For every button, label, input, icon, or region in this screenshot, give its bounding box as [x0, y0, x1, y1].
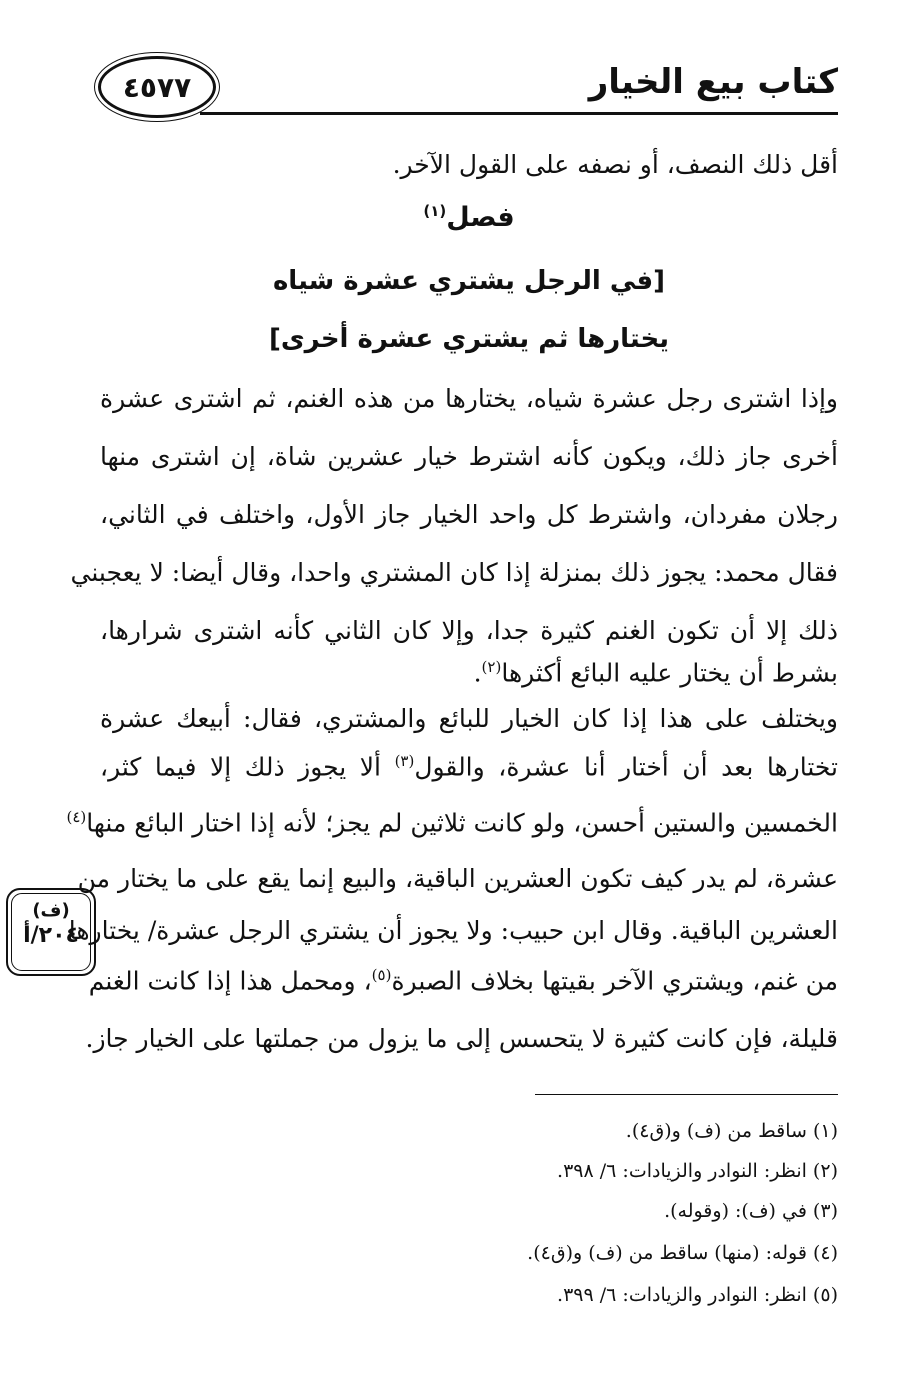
footnote-2: (٢) انظر: النوادر والزيادات: ٦/ ٣٩٨.: [557, 1160, 838, 1182]
footnote-separator: [535, 1094, 838, 1095]
subheading-line-2: يختارها ثم يشتري عشرة أخرى]: [268, 324, 670, 354]
paragraph-1-line-1: وإذا اشترى رجل عشرة شياه، يختارها من هذه الغنم، ثم اشترى عشرة: [100, 384, 838, 413]
folio-note-number: ٢٠٤/أ: [23, 923, 79, 948]
page-number-frame: [98, 56, 216, 118]
paragraph-1-line-6-text: بشرط أن يختار عليه البائع أكثرها: [501, 658, 838, 688]
paragraph-1-line-6: بشرط أن يختار عليه البائع أكثرها$^{(٢)}$.: [473, 658, 838, 688]
paragraph-2-line-6-part-a: من غنم، ويشتري الآخر بقيتها بخلاف الصبرة: [391, 966, 838, 996]
section-heading-text: فصل: [446, 202, 515, 233]
paragraph-1-line-4: فقال محمد: يجوز ذلك بمنزلة إذا كان المشتري واحدا، وقال أيضا: لا يعجبني: [70, 558, 838, 587]
footnote-4: (٤) قوله: (منها) ساقط من (ف) و(ق٤).: [527, 1242, 838, 1264]
footnote-ref-3: (٣): [394, 752, 415, 770]
subheading-line-1: [في الرجل يشتري عشرة شياه: [272, 266, 666, 296]
paragraph-2-line-3-text: الخمسين والستين أحسن، ولو كانت ثلاثين لم يجز؛ لأنه إذا اختار البائع منها: [86, 808, 838, 838]
footnote-ref-5: (٥): [371, 966, 392, 984]
folio-note-source: (ف): [32, 900, 70, 921]
footnote-ref-1: (١): [423, 202, 447, 220]
footnote-5: (٥) انظر: النوادر والزيادات: ٦/ ٣٩٩.: [557, 1284, 838, 1306]
paragraph-1-line-5: ذلك إلا أن تكون الغنم كثيرة جدا، وإلا كان الثاني كأنه اشترى شرارها،: [100, 616, 838, 645]
paragraph-2-line-4: عشرة، لم يدر كيف تكون العشرين الباقية، والبيع إنما يقع على ما يختار من: [77, 864, 838, 893]
paragraph-2-line-2-part-a: تختارها بعد أن أختار أنا عشرة، والقول: [414, 752, 838, 782]
footnote-3: (٣) في (ف): (وقوله).: [664, 1200, 838, 1222]
footnote-ref-2: (٢): [481, 658, 502, 676]
section-heading: [100, 202, 838, 233]
paragraph-1-line-3: رجلان مفردان، واشترط كل واحد الخيار جاز الأول، واختلف في الثاني،: [100, 500, 838, 529]
paragraph-2-line-6: [88, 966, 838, 996]
opening-line: أقل ذلك النصف، أو نصفه على القول الآخر.: [392, 150, 838, 179]
page-number: ٤٥٧٧: [122, 70, 192, 104]
paragraph-2-line-7: قليلة، فإن كانت كثيرة لا يتحسس إلى ما يزول من جملتها على الخيار جاز.: [85, 1024, 838, 1053]
paragraph-1-line-2: أخرى جاز ذلك، ويكون كأنه اشترط خيار عشرين شاة، إن اشترى منها: [100, 442, 838, 471]
paragraph-2-line-3: [66, 808, 838, 838]
paragraph-2-line-2: [100, 752, 838, 782]
paragraph-2-line-2-part-b: ألا يجوز ذلك إلا فيما كثر،: [100, 752, 395, 782]
footnote-ref-4: (٤): [66, 808, 87, 826]
footnote-1: (١) ساقط من (ف) و(ق٤).: [625, 1120, 838, 1142]
manuscript-folio-note: [6, 888, 96, 976]
header-rule: [200, 112, 838, 115]
paragraph-2-line-1: ويختلف على هذا إذا كان الخيار للبائع والمشتري، فقال: أبيعك عشرة: [100, 704, 838, 733]
paragraph-2-line-6-part-b: ، ومحمل هذا إذا كانت الغنم: [88, 966, 372, 996]
paragraph-2-line-5: العشرين الباقية. وقال ابن حبيب: ولا يجوز أن يشتري الرجل عشرة/ يختارها: [68, 916, 838, 945]
running-header-title: كتاب بيع الخيار: [588, 62, 838, 102]
